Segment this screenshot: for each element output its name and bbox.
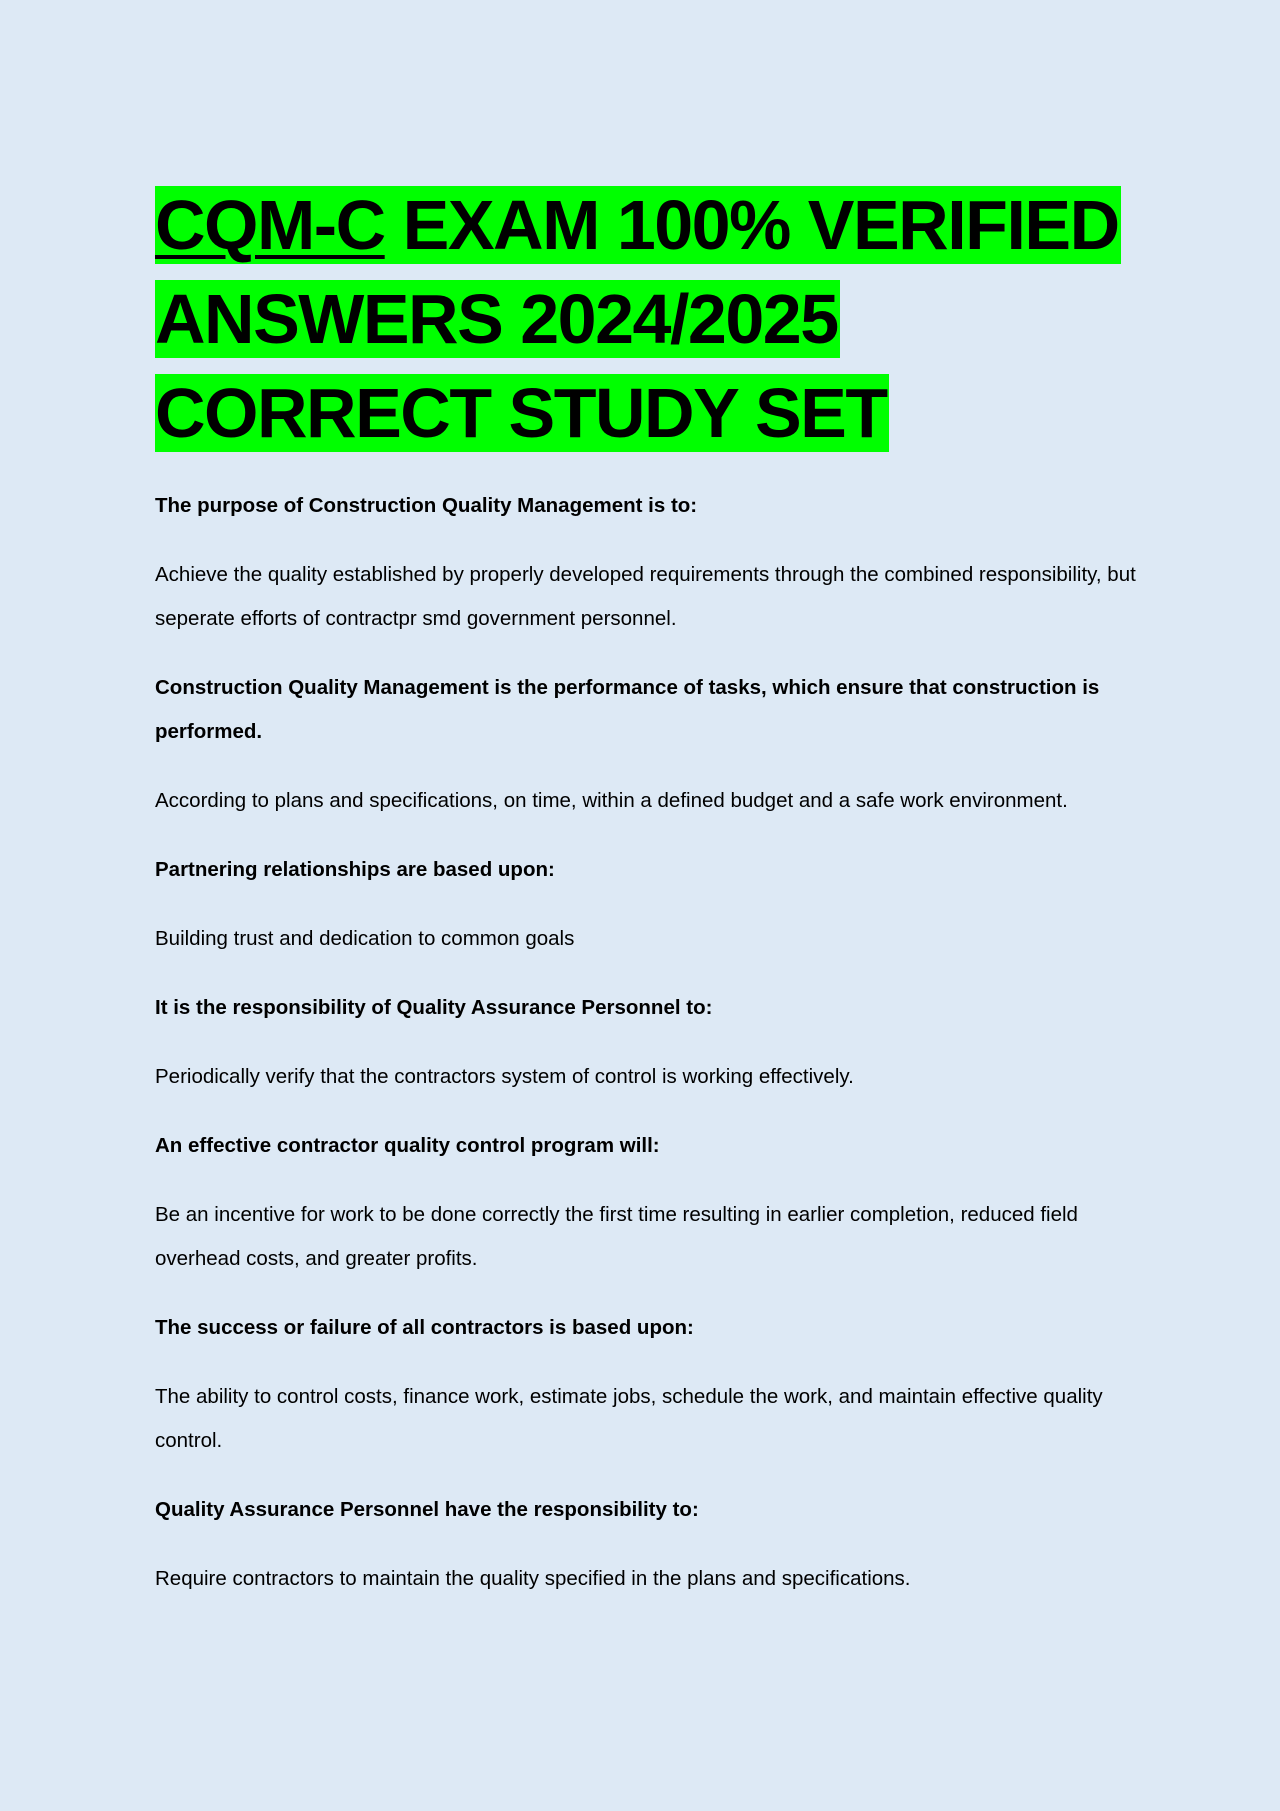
- question-3: Partnering relationships are based upon:: [155, 858, 555, 881]
- answer-1: Achieve the quality established by properly developed requirements through the combined responsibility, but seperate efforts of contractpr smd government personnel.: [155, 563, 1136, 630]
- title-text: EXAM 100% VERIFIED ANSWERS 2024/2025 CORRECT STUDY SET: [155, 186, 1119, 452]
- question-7: Quality Assurance Personnel have the responsibility to:: [155, 1498, 699, 1521]
- answer-5: Be an incentive for work to be done correctly the first time resulting in earlier completion, reduced field overhead costs, and greater profits.: [155, 1203, 1078, 1270]
- answer-3: Building trust and dedication to common goals: [155, 927, 575, 950]
- answer-2: According to plans and specifications, on time, within a defined budget and a safe work environment.: [155, 789, 1068, 812]
- document-title: [155, 178, 1145, 460]
- title-highlight: [155, 186, 1121, 452]
- question-4: It is the responsibility of Quality Assurance Personnel to:: [155, 996, 713, 1019]
- answer-4: Periodically verify that the contractors system of control is working effectively.: [155, 1065, 854, 1088]
- document-page: [155, 178, 1145, 1626]
- qa-list: [155, 484, 1145, 1601]
- question-5: An effective contractor quality control program will:: [155, 1134, 660, 1157]
- question-2: Construction Quality Management is the performance of tasks, which ensure that construction is performed.: [155, 676, 1100, 743]
- title-exam-code: CQM-C: [155, 186, 385, 264]
- question-1: The purpose of Construction Quality Management is to:: [155, 494, 698, 517]
- answer-7: Require contractors to maintain the quality specified in the plans and specifications.: [155, 1567, 911, 1590]
- answer-6: The ability to control costs, finance work, estimate jobs, schedule the work, and maintain effective quality control.: [155, 1385, 1103, 1452]
- question-6: The success or failure of all contractors is based upon:: [155, 1316, 694, 1339]
